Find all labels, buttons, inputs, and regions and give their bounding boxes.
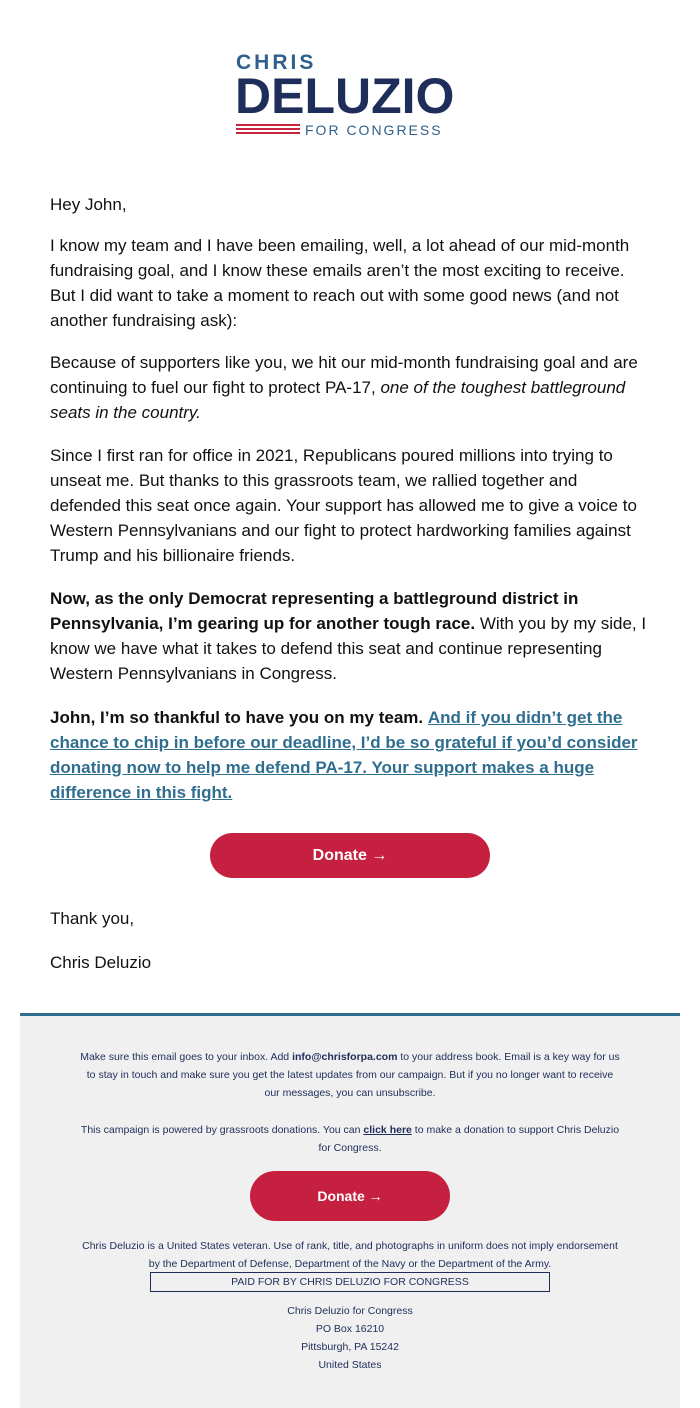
logo-last-name: DELUZIO [235, 68, 455, 124]
greeting: Hey John, [50, 195, 127, 214]
footer-veteran-disclaimer: Chris Deluzio is a United States veteran. Use of rank, title, and photographs in uniform does not imply endorsement by the Department of Defense, Department of the Navy or the Department of the Army. [82, 1240, 618, 1270]
signature: Chris Deluzio [50, 953, 152, 972]
footer-powered-notice [80, 1121, 620, 1157]
flag-stripes-icon [236, 124, 300, 136]
donate-button[interactable]: Donate → [210, 833, 490, 878]
logo-tagline: FOR CONGRESS [305, 122, 443, 138]
paragraph-goal [50, 350, 650, 425]
paragraph-race-bold: Now, as the only Democrat representing a battleground district in Pennsylvania, I’m gearing up for another tough race. [50, 589, 579, 633]
footer-powered-post: to make a donation to support Chris Deluzio for Congress. [318, 1124, 620, 1154]
paid-for-disclaimer: PAID FOR BY CHRIS DELUZIO FOR CONGRESS [150, 1272, 550, 1292]
address-line: United States [318, 1359, 382, 1371]
email-footer [20, 1013, 680, 1408]
paragraph-goal-text: Because of supporters like you, we hit our mid-month fundraising goal and are continuing to fuel our fight to protect PA-17, [50, 353, 638, 397]
mailing-address [80, 1302, 620, 1374]
footer-inbox-pre: Make sure this email goes to your inbox. Add [80, 1051, 293, 1063]
paragraph-race [50, 586, 650, 686]
footer-inbox-post: to your address book. Email is a key way for us to stay in touch and make sure you get the latest updates from our campaign. But if you no longer want to receive our messages, you can unsubscribe. [86, 1051, 620, 1099]
footer-inbox-notice [80, 1048, 620, 1102]
footer-powered-pre: This campaign is powered by grassroots donations. You can [80, 1124, 364, 1136]
paragraph-ask-bold: John, I’m so thankful to have you on my team. [50, 708, 424, 727]
address-line: Pittsburgh, PA 15242 [301, 1341, 399, 1353]
footer-click-here-link[interactable]: click here [363, 1124, 412, 1136]
paragraph-goal-emphasis: one of the toughest battleground seats in the country. [50, 378, 626, 422]
paragraph-ask [50, 705, 650, 805]
closing: Thank you, [50, 909, 135, 928]
address-line: Chris Deluzio for Congress [287, 1305, 413, 1317]
campaign-logo [0, 50, 700, 142]
footer-donate-button[interactable]: Donate → [250, 1171, 450, 1221]
logo-wordmark [235, 50, 475, 142]
donate-text-link[interactable]: And if you didn’t get the chance to chip in before our deadline, I’d be so grateful if you’d consider donating now to help me defend PA-17. Your support makes a huge difference in this fight. [50, 708, 638, 802]
paragraph-race-text: With you by my side, I know we have what it takes to defend this seat and continue representing Western Pennsylvanians in Congress. [50, 614, 647, 683]
address-line: PO Box 16210 [315, 1323, 385, 1335]
logo-first-name: CHRIS [236, 51, 317, 74]
paragraph-intro: I know my team and I have been emailing, well, a lot ahead of our mid-month fundraising goal, and I know these emails aren’t the most exciting to receive. But I did want to take a moment to reach out with some good news (and not another fundraising ask): [50, 236, 630, 330]
footer-email-address[interactable]: info@chrisforpa.com [292, 1051, 398, 1063]
paragraph-history: Since I first ran for office in 2021, Republicans poured millions into trying to unseat me. But thanks to this grassroots team, we rallied together and defended this seat once again. Your support has allowed me to give a voice to Western Pennsylvanians and our fight to protect hardworking families against Trump and his billionaire friends. [50, 446, 637, 565]
